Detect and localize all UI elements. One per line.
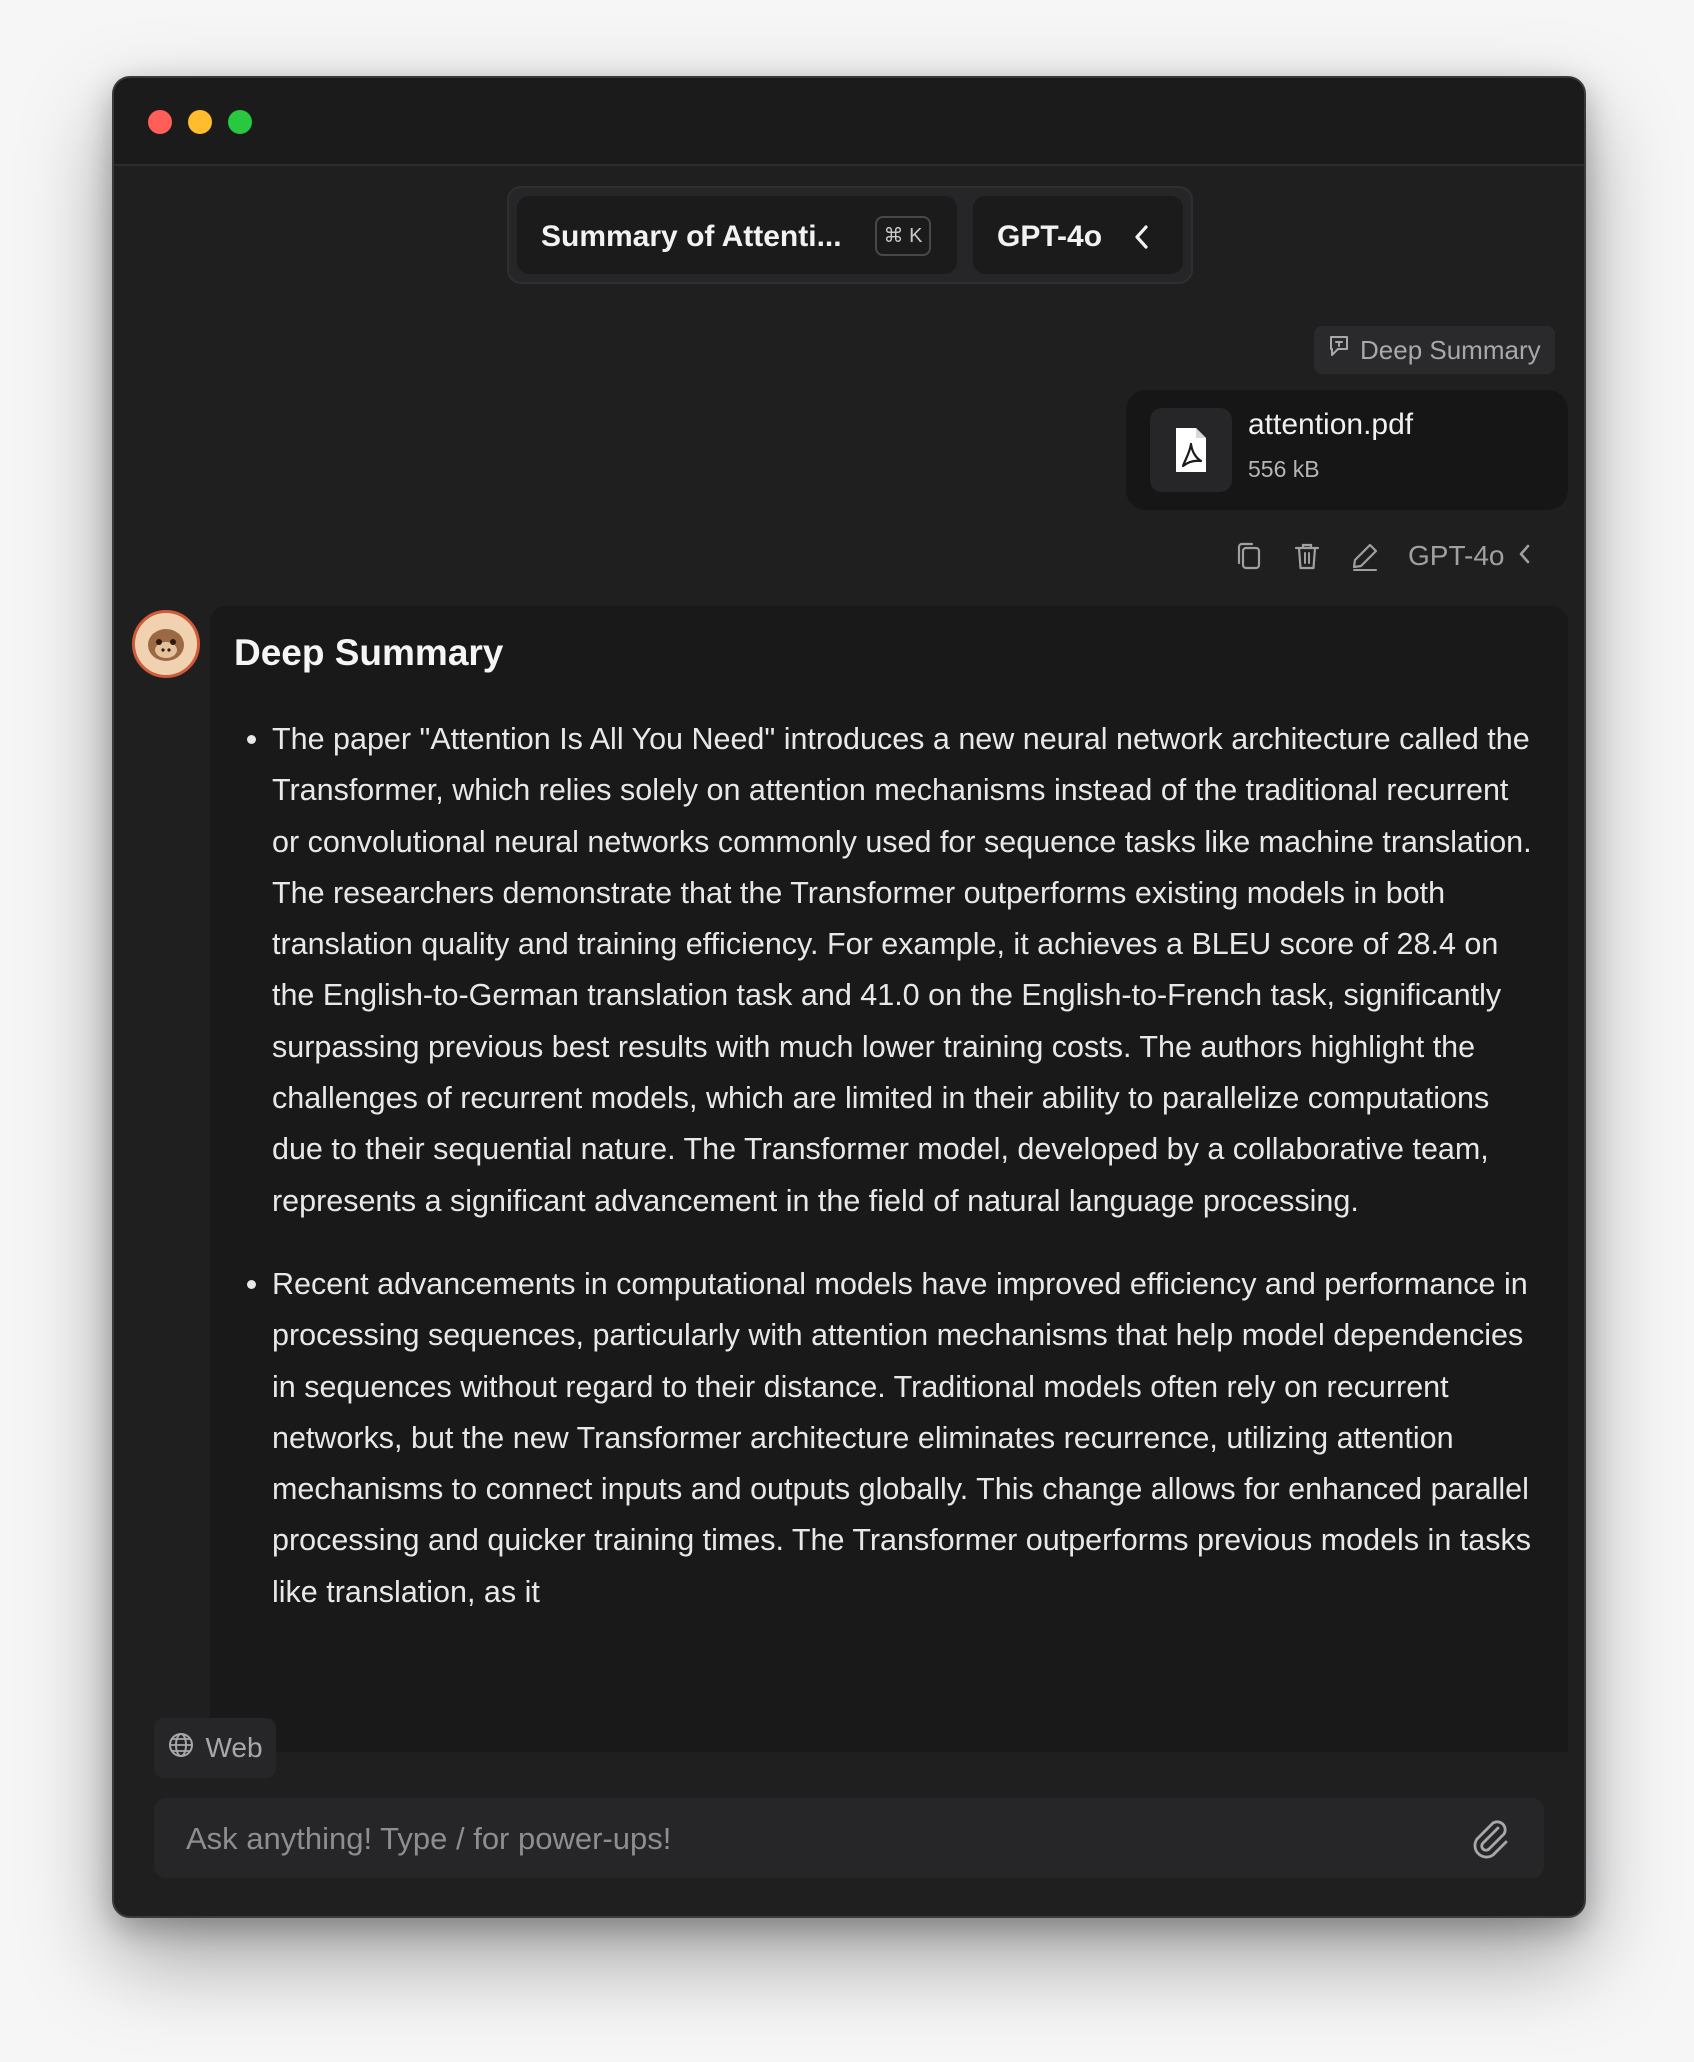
title-bar <box>114 78 1584 166</box>
chevron-left-icon[interactable] <box>1516 540 1534 573</box>
edit-icon[interactable] <box>1348 539 1382 573</box>
attachment-name: attention.pdf <box>1248 408 1414 441</box>
copy-icon[interactable] <box>1232 539 1266 573</box>
message-model-label[interactable]: GPT-4o <box>1408 540 1505 571</box>
prompt-icon <box>1326 326 1352 374</box>
attachment-size: 556 kB <box>1248 456 1320 482</box>
response-bullet: • Recent advancements in computational models have improved efficiency and performance in processing sequences, particularly with attention mechanisms that help model dependencies in sequences without regard to their distance. Traditional models often rely on recurrent networks, but the new Transformer architecture eliminates recurrence, utilizing attention mechanisms to connect inputs and outputs globally. This change allows for enhanced parallel processing and quicker training times. The Transformer outperforms previous models in tasks like translation, as it <box>272 1259 1538 1618</box>
app-window <box>112 76 1586 1918</box>
chevron-left-icon <box>1131 222 1153 260</box>
attachment-card[interactable] <box>1126 390 1568 510</box>
response-bullet-list <box>232 714 1538 1650</box>
pdf-file-icon <box>1150 408 1232 492</box>
prompt-tag <box>1314 326 1555 374</box>
web-label: Web <box>205 1732 263 1763</box>
message-actions <box>1232 536 1534 576</box>
response-bullet: • The paper "Attention Is All You Need" introduces a new neural network architecture called the Transformer, which relies solely on attention mechanisms instead of the traditional recurrent or convolutional neural networks commonly used for sequence tasks like machine translation. The researchers demonstrate that the Transformer outperforms existing models in both translation quality and training efficiency. For example, it achieves a BLEU score of 28.4 on the English-to-German translation task and 41.0 on the English-to-French task, significantly surpassing previous best results with much lower training costs. The authors highlight the challenges of recurrent models, which are limited in their ability to parallelize computations due to their sequential nature. The Transformer model, developed by a collaborative team, represents a significant advancement in the field of natural language processing. <box>272 714 1538 1227</box>
chat-title-button[interactable] <box>517 196 957 274</box>
web-search-toggle[interactable] <box>154 1718 276 1778</box>
paperclip-icon[interactable] <box>1464 1812 1516 1864</box>
model-label: GPT-4o <box>997 220 1103 253</box>
trash-icon[interactable] <box>1290 539 1324 573</box>
prompt-tag-label: Deep Summary <box>1360 335 1541 365</box>
model-selector-button[interactable] <box>973 196 1183 274</box>
zoom-window-button[interactable] <box>228 110 252 134</box>
assistant-avatar <box>132 610 200 678</box>
composer <box>154 1798 1544 1878</box>
message-input[interactable] <box>184 1798 1448 1880</box>
header-controls <box>507 186 1193 284</box>
close-window-button[interactable] <box>148 110 172 134</box>
chat-title-label: Summary of Attenti... <box>541 220 842 253</box>
minimize-window-button[interactable] <box>188 110 212 134</box>
assistant-response <box>210 606 1568 1752</box>
globe-icon <box>167 1731 195 1766</box>
shortcut-badge: ⌘ K <box>875 216 931 256</box>
response-heading: Deep Summary <box>234 632 504 673</box>
